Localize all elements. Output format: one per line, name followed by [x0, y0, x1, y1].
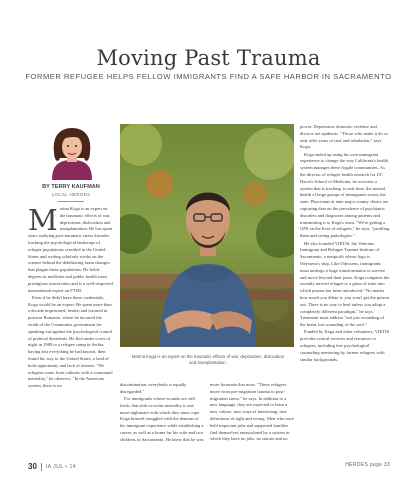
article-title: Moving Past Trauma [96, 46, 321, 70]
issue-label: IA JUL • 14 [45, 463, 77, 470]
feature-photo [120, 124, 294, 347]
body-paragraph: power. Depression, domestic violence and divorce are epidemic. "Those who make it do so only after years of trial and tribulation," says Koga. [300, 124, 388, 150]
page-footer [28, 462, 76, 471]
body-column-1 [28, 203, 113, 391]
photo-caption: Marina Koga is an expert on the traumatic effects of war, deprivation, dislocation and transplantation. [131, 354, 285, 365]
body-paragraph: arina Koga is an expert on the traumatic effects of war, deprivation, dislocation and transplantation. He has spent years studying post-traumatic stress disorder, tracking the psychological landscape of refugee populations resettled in the United States and writing scholarly works on the science behind the debilitating brain changes that plague these populations. He holds degrees in medicine and public health from prestigious universities and is a well-respected international expert on PTSD. [28, 206, 113, 293]
body-paragraph: Funded by Koga and other volunteers, VIETIS provides critical services and resources to refugees, including free psychological counseling mentoring by former refugees with similar backgrounds, [300, 329, 390, 362]
continued-label: HEROES page 33 [345, 462, 390, 468]
body-column-3 [210, 382, 294, 444]
author-name: BY TERRY KAUFMAN [42, 184, 100, 190]
body-paragraph: more fortunate that most. "These refugees move from pre-migration trauma to post-migration stress," he says. In addition to a new language, they are expected to learn a new culture, new ways of interacting, new definitions of right and wrong. Men who once held important jobs and supported families find themselves emasculated by a system in which they have no jobs, no stature and no [210, 382, 294, 442]
body-column-4 [300, 124, 390, 364]
body-paragraph: He also founded VIETIS, the Veterans, Immigrant and Refugee Trauma Institute of Sacramento, a nonprofit whose logo is Odysseus's ship. Like Odysseus, immigrants must undergo a huge transformation to survive and move beyond their pasts. Koga compares the recently arrived refugee to a glass of wine into which poison has been introduced: "No matter how much you dilute it, you won't get the poison out. There is no way to heal unless you adopt a completely different paradigm," he says. Treatment must address "not just wounding of the brain, but wounding of the soul." [300, 240, 390, 328]
article-subtitle: FORMER REFUGEE HELPS FELLOW IMMIGRANTS FIND A SAFE HARBOR IN SACRAMENTO [25, 72, 392, 81]
body-paragraph: discrimination, everybody is equally disregarded." [120, 382, 187, 394]
drop-cap: M [28, 203, 58, 237]
body-paragraph: Koga ended up using his own immigrant experience to change the way California's health system manages these fragile communities. As the director of refugee health research for UC Davis's School of Medicine, he oversees a system that is tracking, in real time, the mental health of large groups of immigrants across the state. Physicians at nine major county clinics are capturing data on the prevalence of psychiatric disorders and diagnoses among patients and transmitting it to Koga's team. "We're getting a GPS on the lives of refugees," he says, "profiling them and seeing pathologies." [300, 151, 390, 239]
author-photo [38, 126, 106, 180]
byline-divider [58, 201, 84, 202]
body-column-2 [120, 382, 204, 444]
body-paragraph: For immigrants whose wounds are still fresh, that sink-or-swim mentality is one more nightmare with which they must cope. Koga himself struggled with the demons of his immigrant experience while establishing a career, as well as a home for his wife and two children, in Sacramento. He knew that he was [120, 396, 204, 442]
author-role: LOCAL HEROES [51, 192, 91, 197]
body-paragraph: Even if he didn't have these credentials, Koga would be an expert: He spent more than a decade imprisoned, beaten and tortured in postwar Romania, where he incurred the wrath of the Communist government for speaking out against the psychological control of political dissidents. He fled under cover of night in 1989 to a refugee camp in Serbia, having lost everything he had known, then found his way to the United States, a land of both opportunity and lack of interest. "We refugees come from cultures with a communal mentality," he observes. "In the American system, there is no [28, 294, 113, 389]
page-number: 30 [28, 462, 37, 471]
footer-divider [41, 463, 42, 471]
